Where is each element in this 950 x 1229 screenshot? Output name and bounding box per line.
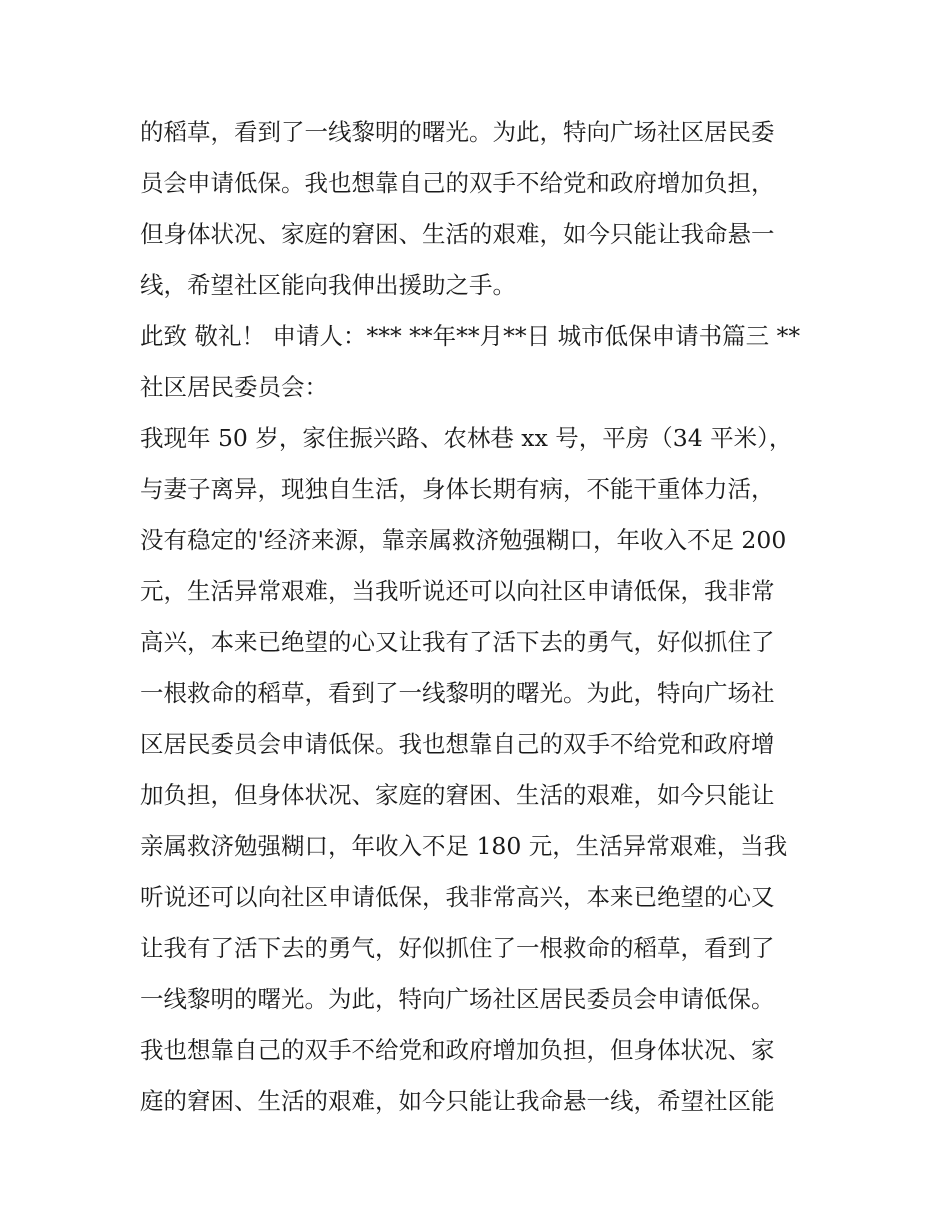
text-line: 元，生活异常艰难，当我听说还可以向社区申请低保，我非常 (140, 577, 775, 605)
text-line: 的稻草，看到了一线黎明的曙光。为此，特向广场社区居民委 (140, 118, 775, 146)
text-line: 与妻子离异，现独自生活，身体长期有病，不能干重体力活， (140, 475, 775, 503)
text-line: 听说还可以向社区申请低保，我非常高兴，本来已绝望的心又 (140, 883, 775, 911)
text-line: 一根救命的稻草，看到了一线黎明的曙光。为此，特向广场社 (140, 679, 775, 707)
text-line: 区居民委员会申请低保。我也想靠自己的双手不给党和政府增 (140, 730, 775, 758)
body-text (140, 107, 820, 1127)
text-line: 加负担，但身体状况、家庭的窘困、生活的艰难，如今只能让 (140, 781, 775, 809)
text-line: 没有稳定的'经济来源，靠亲属救济勉强糊口，年收入不足 200 (140, 526, 787, 554)
text-line: 让我有了活下去的勇气，好似抓住了一根救命的稻草，看到了 (140, 934, 775, 962)
text-line: 我也想靠自己的双手不给党和政府增加负担，但身体状况、家 (140, 1036, 775, 1064)
text-line: 但身体状况、家庭的窘困、生活的艰难，如今只能让我命悬一 (140, 220, 775, 248)
text-line: 我现年 50 岁，家住振兴路、农林巷 xx 号，平房（34 平米）， (140, 424, 793, 452)
text-line: 线，希望社区能向我伸出援助之手。 (140, 271, 516, 299)
text-line: 员会申请低保。我也想靠自己的双手不给党和政府增加负担， (140, 169, 775, 197)
text-line: 此致 敬礼！ 申请人：*** **年**月**日 城市低保申请书篇三 ** (140, 322, 801, 350)
text-line: 庭的窘困、生活的艰难，如今只能让我命悬一线，希望社区能 (140, 1087, 775, 1115)
text-line: 社区居民委员会： (140, 373, 328, 401)
text-line: 亲属救济勉强糊口，年收入不足 180 元，生活异常艰难，当我 (140, 832, 788, 860)
text-line: 高兴，本来已绝望的心又让我有了活下去的勇气，好似抓住了 (140, 628, 775, 656)
text-line: 一线黎明的曙光。为此，特向广场社区居民委员会申请低保。 (140, 985, 775, 1013)
